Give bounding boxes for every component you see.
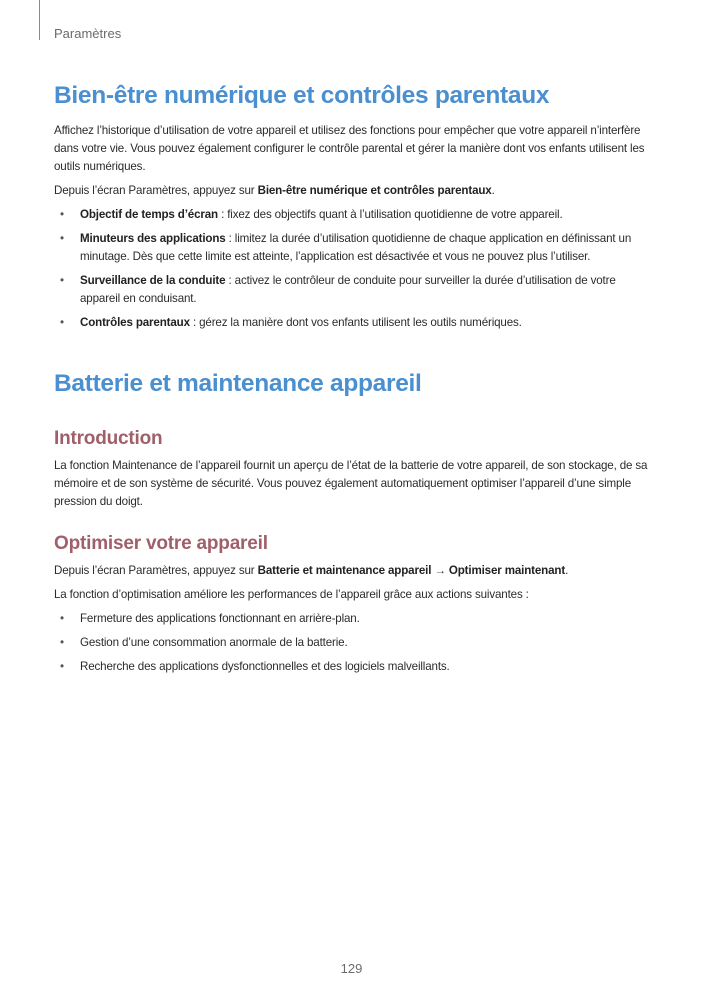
page-content bbox=[54, 82, 654, 676]
bullet-icon: • bbox=[60, 316, 64, 329]
arrow-icon: → bbox=[431, 564, 449, 577]
bullet-icon: • bbox=[60, 208, 64, 221]
introduction-text: La fonction Maintenance de l’appareil fournit un aperçu de l’état de la batterie de votre appareil, de son stockage, de sa mémoire et de son système de sécurité. Vous pouvez également automatiquement optimiser l’appareil d’une simple pression du doigt. bbox=[54, 459, 648, 508]
menu-path: Optimiser maintenant bbox=[448, 564, 566, 577]
running-header: Paramètres bbox=[54, 26, 122, 41]
subsection-title-introduction: Introduction bbox=[54, 428, 163, 449]
subsection-title-optimize: Optimiser votre appareil bbox=[54, 533, 268, 554]
bullet-icon: • bbox=[60, 636, 64, 649]
bullet-icon: • bbox=[60, 274, 64, 287]
feature-item: • Objectif de temps d’écran : fixez des objectifs quant à l’utilisation quotidienne de votre appareil. bbox=[54, 206, 654, 224]
action-item: • Gestion d’une consommation anormale de la batterie. bbox=[54, 634, 654, 652]
page-number: 129 bbox=[340, 961, 363, 976]
optimize-instruction: Depuis l’écran Paramètres, appuyez sur Batterie et maintenance appareil → Optimiser maintenant. bbox=[54, 564, 569, 577]
menu-path: Bien-être numérique et contrôles parentaux bbox=[257, 184, 492, 197]
section-title-digital-wellbeing: Bien-être numérique et contrôles parentaux bbox=[54, 82, 550, 109]
action-item: • Fermeture des applications fonctionnant en arrière-plan. bbox=[54, 610, 654, 628]
header-divider bbox=[39, 0, 40, 40]
bullet-icon: • bbox=[60, 612, 64, 625]
action-item: • Recherche des applications dysfonctionnelles et des logiciels malveillants. bbox=[54, 658, 654, 676]
menu-path: Batterie et maintenance appareil bbox=[257, 564, 432, 577]
optimize-lead: La fonction d’optimisation améliore les performances de l’appareil grâce aux actions suivantes : bbox=[54, 588, 529, 601]
digital-wellbeing-intro: Affichez l’historique d’utilisation de votre appareil et utilisez des fonctions pour empêcher que votre appareil n’interfère dans votre vie. Vous pouvez également configurer le contrôle parental et gérer la manière dont vos enfants utilisent les outils numériques. bbox=[54, 124, 645, 173]
bullet-icon: • bbox=[60, 660, 64, 673]
digital-wellbeing-instruction: Depuis l’écran Paramètres, appuyez sur Bien-être numérique et contrôles parentaux. bbox=[54, 184, 495, 197]
bullet-icon: • bbox=[60, 232, 64, 245]
feature-item: • Minuteurs des applications : limitez la durée d’utilisation quotidienne de chaque application en définissant un minutage. Dès que cette limite est atteinte, l’application est désactivée et vous ne pouvez plus l’utiliser. bbox=[60, 232, 632, 263]
optimize-actions bbox=[54, 610, 654, 676]
feature-item: • Contrôles parentaux : gérez la manière dont vos enfants utilisent les outils numériques. bbox=[54, 314, 654, 332]
feature-item: • Surveillance de la conduite : activez le contrôleur de conduite pour surveiller la durée d’utilisation de votre appareil en conduisant. bbox=[60, 274, 616, 305]
digital-wellbeing-features bbox=[54, 206, 654, 332]
section-title-battery-maintenance: Batterie et maintenance appareil bbox=[54, 370, 422, 397]
